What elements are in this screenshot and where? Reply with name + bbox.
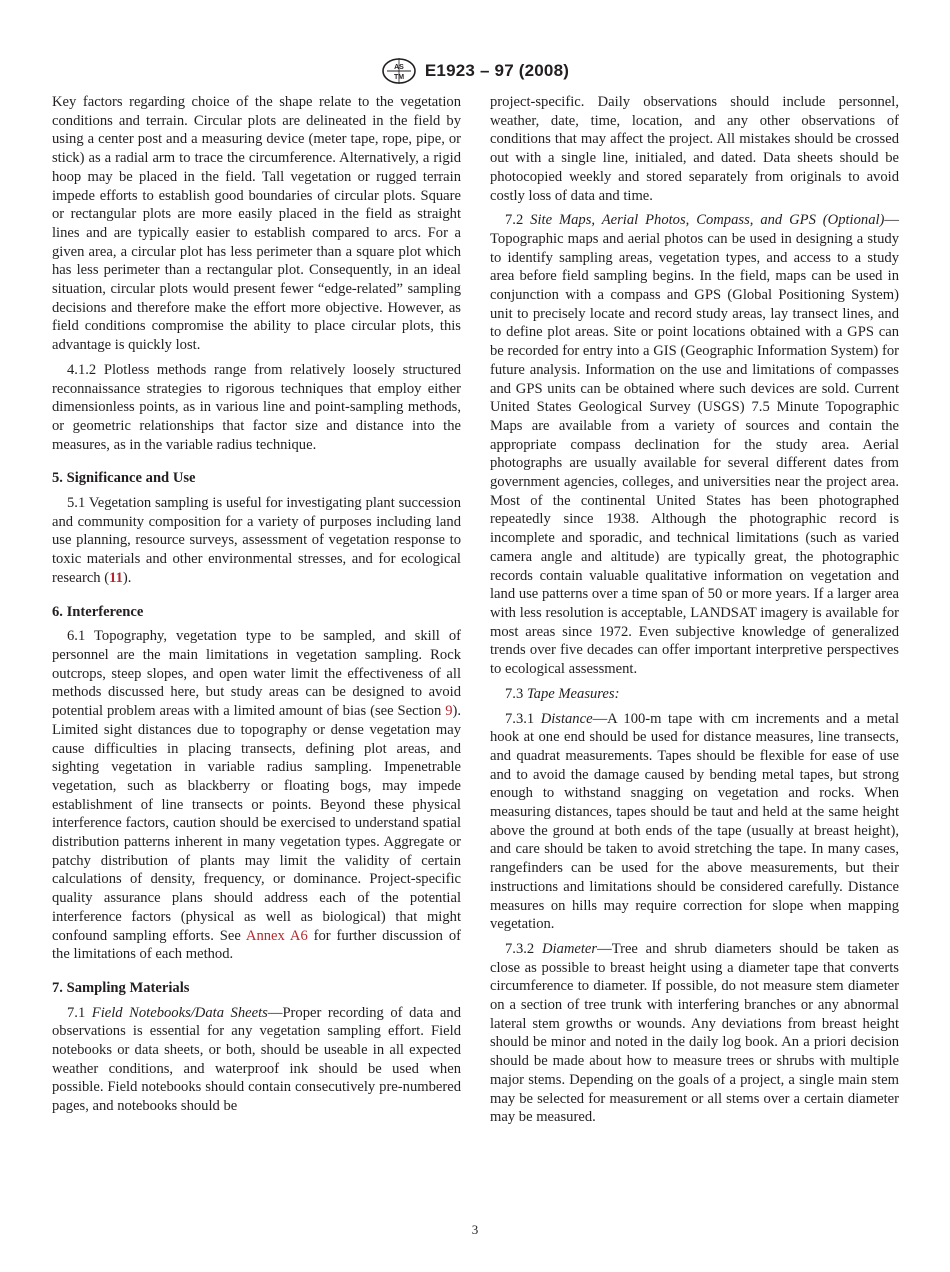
standard-designation: E1923 – 97 (2008) bbox=[424, 61, 570, 80]
section-6-heading: 6. Interference bbox=[52, 603, 144, 620]
paragraph-6-1 bbox=[52, 627, 461, 964]
paragraph-7-1-continued: project-specific. Daily observations should include personnel, weather, date, time, location, and any other observations of conditions that may affect the project. All mistakes should be crossed out with a single line, initialed, and dated. Data sheets should be photocopied weekly and stored separately from originals to avoid costly loss of data and time. bbox=[490, 94, 899, 204]
annex-a6-link[interactable]: Annex A6 bbox=[245, 927, 308, 944]
paragraph-4-1-2: 4.1.2 Plotless methods range from relatively loosely structured reconnaissance strategies to rigorous techniques that employ either dimensionless points, as in various line and point-sampling methods, or geometric relationships that factor size and distance into the measures, as in the variable radius technique. bbox=[52, 361, 461, 453]
paragraph-7-3-1 bbox=[490, 710, 899, 934]
section-5-heading: 5. Significance and Use bbox=[52, 470, 196, 487]
paragraph-7-2-body: —Topographic maps and aerial photos can be used in designing a study to identify sampling areas, vegetation types, and access to a study area before field sampling begins. In the field, maps can be used in conjunction with a compass and GPS (Global Positioning System) unit to precisely locate and record study areas, lay transect lines, and to define plot areas. Site or point locations obtained with a GPS can be recorded for entry into a GIS (Geographic Information System) for future analysis. Information on the use and limitations of compasses and GPS units can be obtained where such devices are sold. Current United States Geological Survey (USGS) 7.5 Minute Topographic Maps are available from a variety of sources and contain the appropriate compass declination for the study area. Aerial photographs are usually available for several different dates from government agencies, colleges, and universities near the project area. Most of the continental United States has been photographed repeatedly since 1938. Although the photographic record is incomplete and sporadic, and technical limitations (such as varied camera angle and altitude) are typically great, the photographic records contain valuable qualitative information on vegetation and land use patterns over a time span of 50 or more years. If a larger area with less resolution is acceptable, LANDSAT imagery is available for most areas since 1972. Even subjective knowledge of generalized trends over five decades can offer important interpretive perspectives to ecological assessment. bbox=[490, 212, 900, 678]
paragraph-5-1-end: ). bbox=[122, 569, 132, 586]
paragraph-7-3-2-title: Diameter bbox=[541, 940, 598, 957]
paragraph-6-1-text-c: for further discussion of the limitations of each method. bbox=[52, 927, 461, 963]
svg-text:AS: AS bbox=[394, 64, 404, 71]
paragraph-7-2 bbox=[490, 211, 899, 679]
paragraph-7-3 bbox=[490, 685, 899, 704]
paragraph-7-1 bbox=[52, 1004, 461, 1116]
paragraph-7-3-number: 7.3 bbox=[505, 685, 527, 702]
paragraph-6-1-text-b: ). Limited sight distances due to topography or dense vegetation may cause difficulties in placing transects, defining plot areas, and sighting vegetation in variable radius sampling. Impenetrable vegetation, such as blackberry or floating bogs, may impede establishment of line transects or points. Beyond these physical interference factors, caution should be exercised to understand spatial distribution patterns inherent in many vegetation types. Aggregate or patchy distribution of plants may limit the validity of certain calculations of density, frequency, or dominance. Project-specific quality assurance plans should address each of the potential interference factors (physical as well as biological) that might confound sampling efforts. See bbox=[52, 703, 461, 944]
paragraph-7-1-body: —Proper recording of data and observations is essential for any vegetation sampling effort. Field notebooks or data sheets, or both, should be useable in all expected weather conditions, and waterproof ink should be used when possible. Field notebooks should contain consecutively pre-numbered pages, and notebooks should be bbox=[52, 1004, 462, 1115]
left-column bbox=[52, 93, 461, 1122]
svg-text:TM: TM bbox=[393, 74, 404, 81]
page-header bbox=[0, 55, 950, 87]
paragraph-7-3-2 bbox=[490, 940, 899, 1127]
paragraph-7-3-1-number: 7.3.1 bbox=[505, 710, 541, 727]
paragraph-7-3-2-number: 7.3.2 bbox=[505, 940, 542, 957]
paragraph-7-3-2-body: —Tree and shrub diameters should be taken as close as possible to breast height using a diameter tape that converts circumference to diameter. If possible, do not measure stem diameter on a section of tree trunk with interfering branches or any abnormal lateral stem growths or wounds. Any deviations from breast height should be minor and noted in the daily log book. An a priori decision should be made about how to measure trees or shrubs with multiple major stems. Depending on the goals of a project, a single main stem may be selected for measurement or all stems over a certain diameter may be measured. bbox=[490, 940, 899, 1126]
paragraph-7-1-number: 7.1 bbox=[67, 1004, 92, 1021]
paragraph-4-1-1-continued: Key factors regarding choice of the shape relate to the vegetation conditions and terrain. Circular plots are delineated in the field by using a center post and a measuring device (meter tape, rope, pipe, or stick) as a radial arm to trace the circumference. Alternatively, a rigid hoop may be placed in the field. Tall vegetation or rugged terrain impede efforts to establish good boundaries of circular plots. Square or rectangular plots are more easily placed in the field as straight lines and are typically easier to establish compared to arcs. For a given area, a circular plot has less perimeter than a square plot which has less perimeter than a rectangular plot. Consequently, in an ideal situation, circular plots would present fewer “edge-related” sampling decisions and therefore make the effort more objective. However, as field conditions compromise the ability to place circular plots, this advantage is quickly lost. bbox=[52, 94, 461, 354]
astm-logo-icon bbox=[381, 57, 417, 85]
paragraph-6-1-text-a: 6.1 Topography, vegetation type to be sampled, and skill of personnel are the main limitations in vegetation sampling. Rock outcrops, steep slopes, and open water limit the effectiveness of all methods discussed here, but study areas can be designed to avoid potential problem areas with a limited amount of bias (see Section bbox=[52, 628, 461, 720]
paragraph-7-2-title: Site Maps, Aerial Photos, Compass, and GPS (Optional) bbox=[530, 212, 885, 229]
page-number: 3 bbox=[471, 1222, 479, 1237]
right-column bbox=[490, 93, 899, 1133]
reference-link-11[interactable]: 11 bbox=[109, 569, 123, 586]
paragraph-7-2-number: 7.2 bbox=[505, 212, 531, 229]
paragraph-5-1 bbox=[52, 494, 461, 588]
paragraph-7-3-1-title: Distance bbox=[540, 710, 593, 727]
paragraph-5-1-text: 5.1 Vegetation sampling is useful for investigating plant succession and community composition for a variety of purposes including land use planning, resource surveys, assessment of vegetation response to toxic materials and other environmental stresses, and for ecological research ( bbox=[52, 495, 461, 586]
paragraph-7-1-title: Field Notebooks/Data Sheets bbox=[91, 1004, 268, 1021]
paragraph-7-3-1-body: —A 100-m tape with cm increments and a metal hook at one end should be used for distance measures, line transects, and quadrat measurements. Tapes should be flexible for ease of use and to avoid the damage caused by bending metal tapes, but strong enough to withstand snagging on vegetation and rocks. When measuring distances, tapes should be taut and held at the same height above the ground at both ends of the tape (usually at breast height), and care should be taken to avoid stretching the tape. In many cases, rangefinders can be used for the above measurements, but their instructions and limitations should be considered carefully. Distance measures on hills may require correction for slope when mapping vegetation. bbox=[490, 710, 900, 933]
section-9-link[interactable]: 9 bbox=[445, 703, 453, 720]
section-7-heading: 7. Sampling Materials bbox=[52, 979, 190, 996]
paragraph-7-3-title: Tape Measures: bbox=[526, 685, 620, 702]
